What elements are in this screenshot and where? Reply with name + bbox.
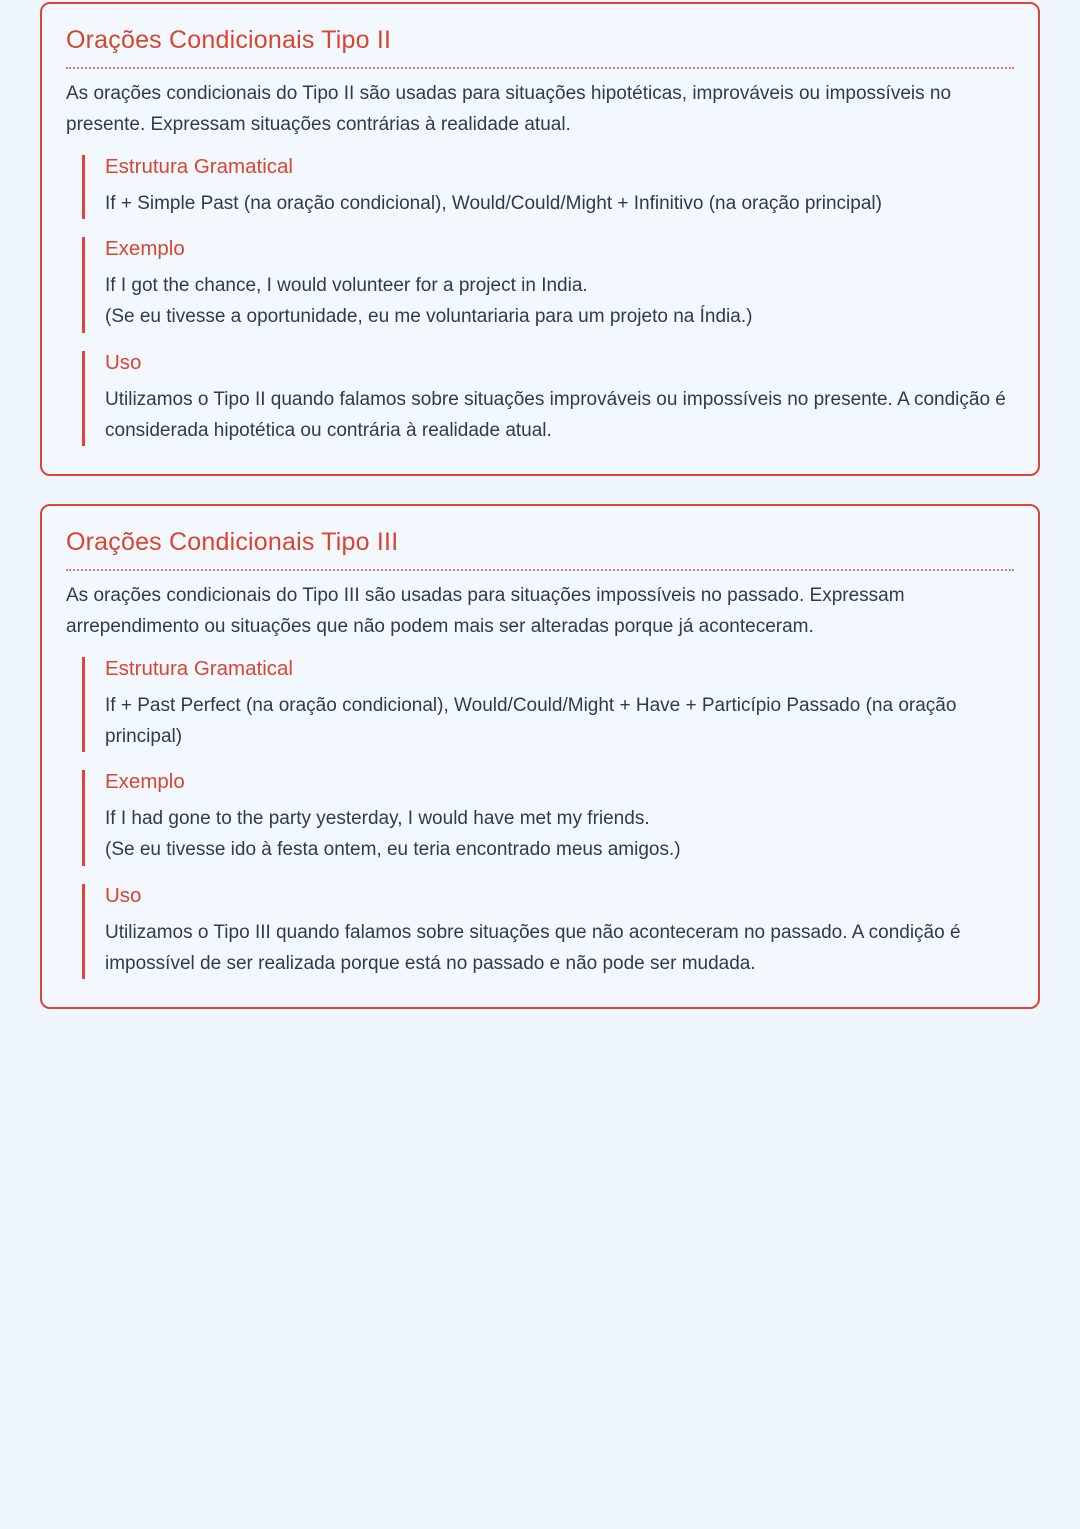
section-title: Exemplo — [105, 770, 185, 794]
section-uso — [82, 884, 1014, 980]
section-estrutura-gramatical — [82, 657, 1014, 753]
section-estrutura-gramatical — [82, 155, 1014, 220]
card-conditional-type-2 — [40, 2, 1040, 476]
section-body — [105, 804, 1014, 866]
section-title: Uso — [105, 883, 142, 907]
section-title: Uso — [105, 350, 142, 374]
section-body — [105, 271, 1014, 333]
section-uso — [82, 351, 1014, 447]
section-body — [105, 918, 1014, 980]
section-line-primary: If I got the chance, I would volunteer for a project in India. — [105, 275, 588, 297]
section-line-primary: If I had gone to the party yesterday, I would have met my friends. — [105, 808, 650, 830]
section-line-primary: If + Simple Past (na oração condicional), Would/Could/Might + Infinitivo (na oração principal) — [105, 192, 882, 214]
section-body — [105, 385, 1014, 447]
card-title: Orações Condicionais Tipo III — [66, 528, 1014, 571]
section-line-primary: Utilizamos o Tipo II quando falamos sobre situações improváveis ou impossíveis no presente. A condição é considerada hipotética ou contrária à realidade atual. — [105, 388, 1006, 441]
section-exemplo — [82, 770, 1014, 866]
section-body — [105, 691, 1014, 753]
card-intro-text: As orações condicionais do Tipo III são usadas para situações impossíveis no passado. Expressam arrependimento ou situações que não podem mais ser alteradas porque já aconteceram. — [66, 585, 905, 638]
section-body — [105, 189, 1014, 220]
section-line-translation: (Se eu tivesse ido à festa ontem, eu teria encontrado meus amigos.) — [105, 839, 681, 861]
section-exemplo — [82, 237, 1014, 333]
section-line-primary: If + Past Perfect (na oração condicional), Would/Could/Might + Have + Particípio Passado (na oração principal) — [105, 694, 957, 747]
section-title: Estrutura Gramatical — [105, 656, 293, 680]
card-conditional-type-3 — [40, 504, 1040, 1009]
section-line-translation: (Se eu tivesse a oportunidade, eu me voluntariaria para um projeto na Índia.) — [105, 306, 753, 328]
section-title: Estrutura Gramatical — [105, 154, 293, 178]
document-page — [0, 2, 1080, 1529]
card-title: Orações Condicionais Tipo II — [66, 26, 1014, 69]
section-title: Exemplo — [105, 237, 185, 261]
section-line-primary: Utilizamos o Tipo III quando falamos sobre situações que não aconteceram no passado. A condição é impossível de ser realizada porque está no passado e não pode ser mudada. — [105, 921, 961, 974]
card-intro-text: As orações condicionais do Tipo II são usadas para situações hipotéticas, improváveis ou impossíveis no presente. Expressam situações contrárias à realidade atual. — [66, 83, 952, 135]
